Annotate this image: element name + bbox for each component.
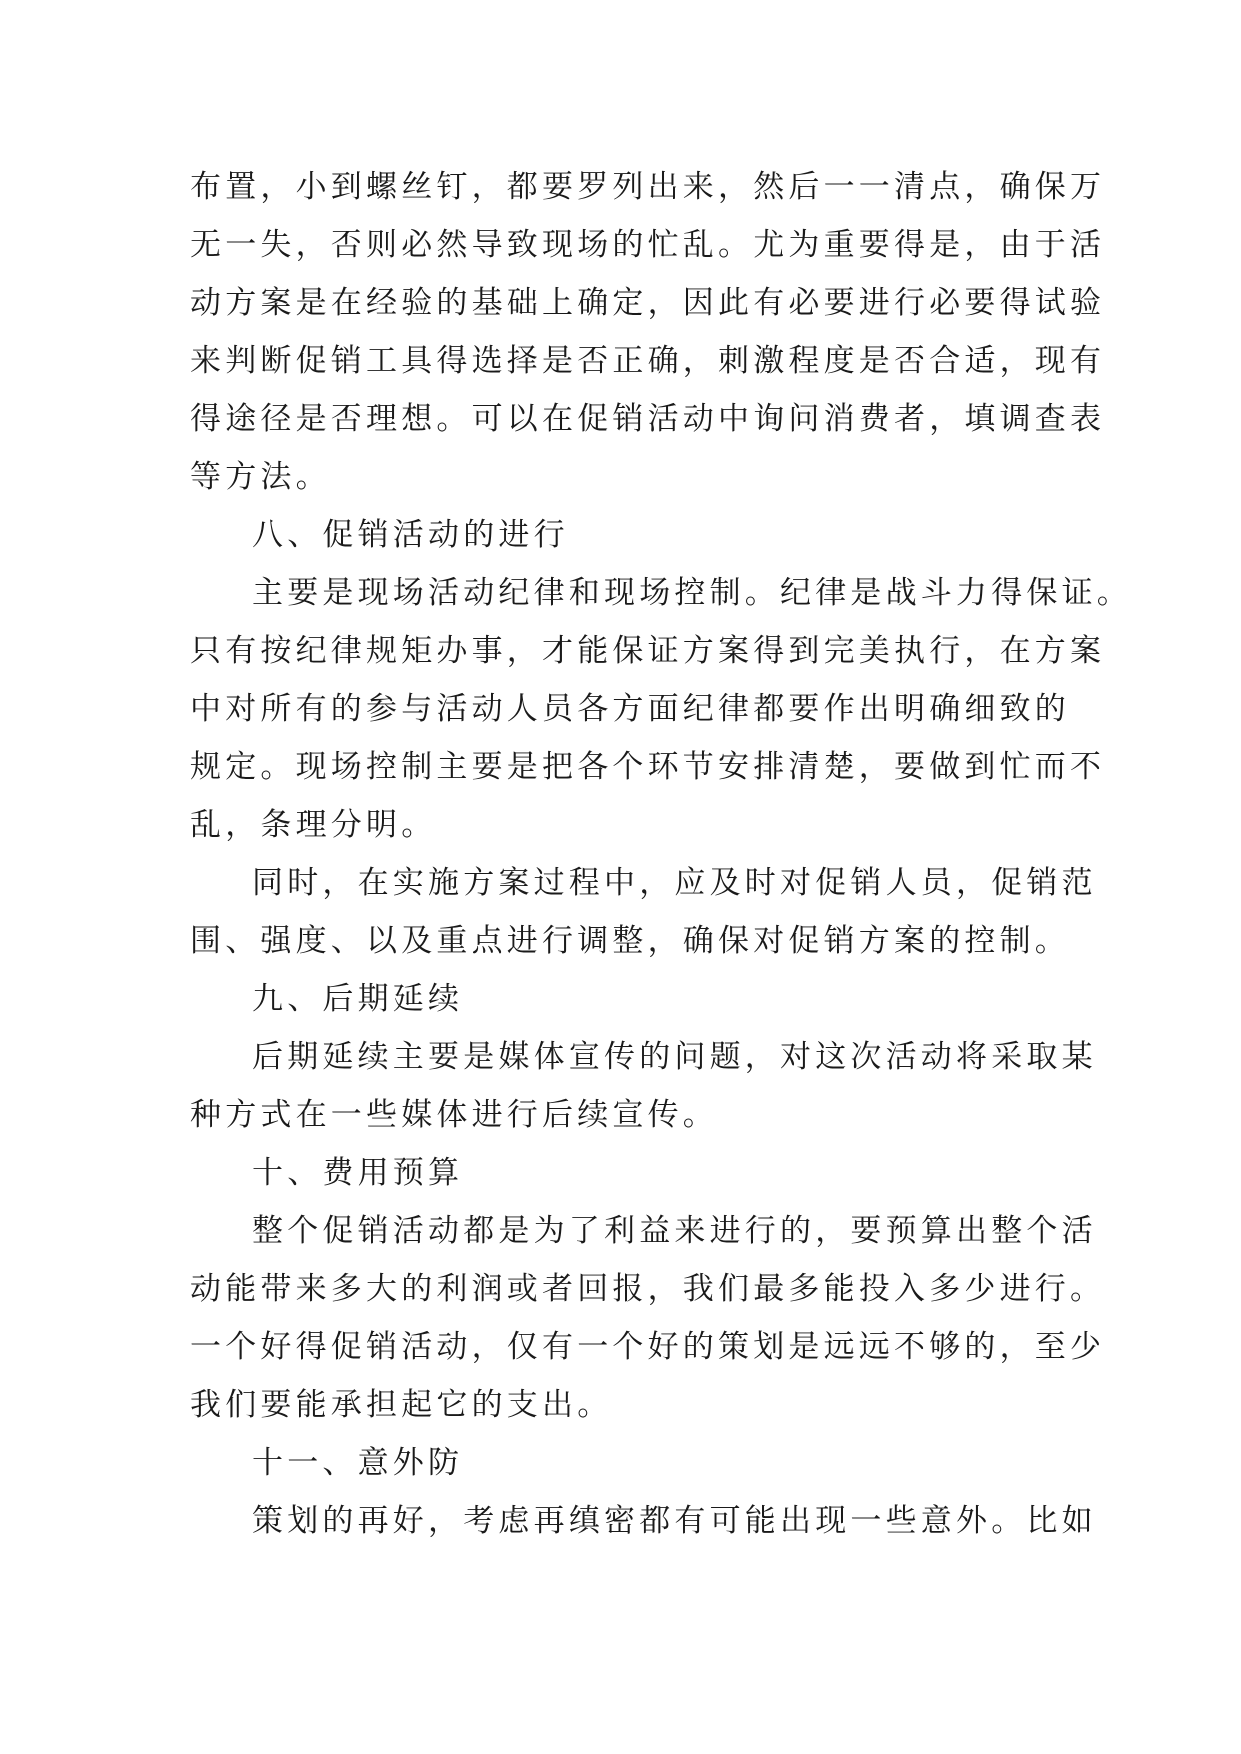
text-line: 动方案是在经验的基础上确定，因此有必要进行必要得试验: [190, 285, 1106, 321]
text-line: 无一失，否则必然导致现场的忙乱。尤为重要得是，由于活: [190, 227, 1106, 263]
section-heading: 九、后期延续: [252, 981, 464, 1017]
section-heading: 十一、意外防: [252, 1445, 464, 1481]
text-line: 等方法。: [190, 459, 331, 495]
text-line: 一个好得促销活动，仅有一个好的策划是远远不够的，至少: [190, 1329, 1106, 1365]
text-line: 规定。现场控制主要是把各个环节安排清楚，要做到忙而不: [190, 749, 1106, 785]
text-line: 围、强度、以及重点进行调整，确保对促销方案的控制。: [190, 923, 1070, 959]
text-line: 乱，条理分明。: [190, 807, 437, 843]
text-line: 后期延续主要是媒体宣传的问题，对这次活动将采取某: [252, 1039, 1097, 1075]
section-heading: 十、费用预算: [252, 1155, 464, 1191]
text-line: 整个促销活动都是为了利益来进行的，要预算出整个活: [252, 1213, 1097, 1249]
text-line: 来判断促销工具得选择是否正确，刺激程度是否合适，现有: [190, 343, 1106, 379]
text-line: 同时，在实施方案过程中，应及时对促销人员，促销范: [252, 865, 1097, 901]
text-line: 中对所有的参与活动人员各方面纪律都要作出明确细致的: [190, 691, 1070, 727]
text-line: 我们要能承担起它的支出。: [190, 1387, 613, 1423]
text-line: 策划的再好，考虑再缜密都有可能出现一些意外。比如: [252, 1503, 1097, 1539]
text-line: 布置，小到螺丝钉，都要罗列出来，然后一一清点，确保万: [190, 169, 1106, 205]
text-line: 主要是现场活动纪律和现场控制。纪律是战斗力得保证。: [252, 575, 1132, 611]
text-line: 得途径是否理想。可以在促销活动中询问消费者，填调查表: [190, 401, 1106, 437]
text-line: 动能带来多大的利润或者回报，我们最多能投入多少进行。: [190, 1271, 1106, 1307]
text-line: 只有按纪律规矩办事，才能保证方案得到完美执行，在方案: [190, 633, 1106, 669]
text-line: 种方式在一些媒体进行后续宣传。: [190, 1097, 718, 1133]
section-heading: 八、促销活动的进行: [252, 517, 569, 553]
